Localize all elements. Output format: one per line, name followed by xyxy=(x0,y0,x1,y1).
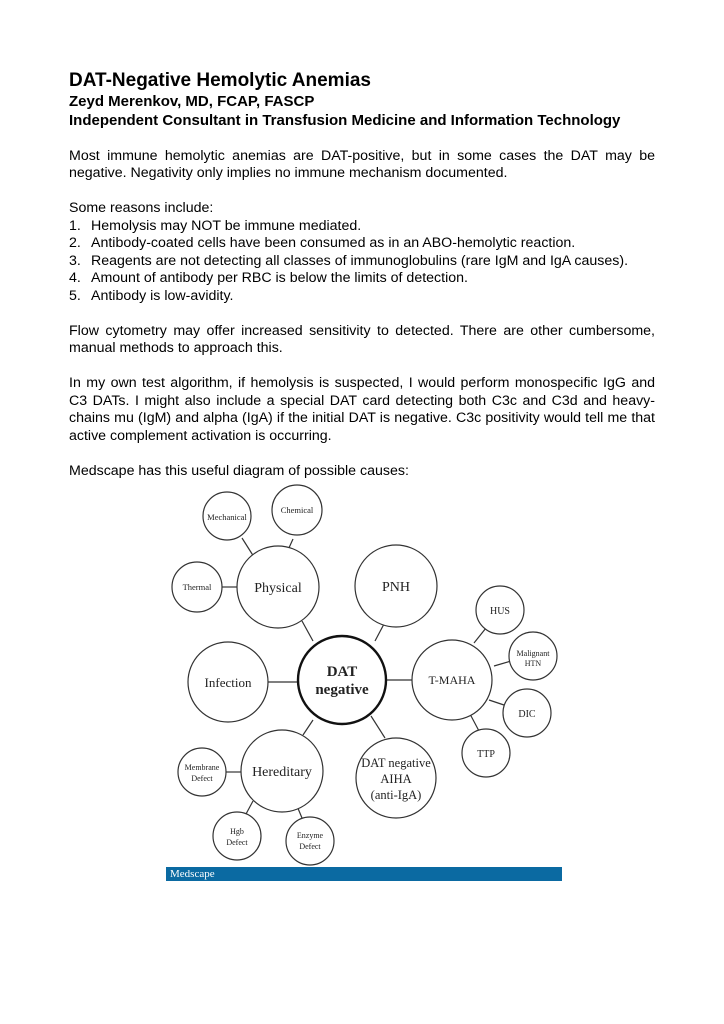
malignant-label-line2: HTN xyxy=(524,659,542,668)
infection-label: Infection xyxy=(204,675,252,690)
line-mechanical xyxy=(242,538,254,557)
mechanical-label: Mechanical xyxy=(207,512,247,522)
enzyme-label-line2: Defect xyxy=(299,842,321,851)
pnh-label: PNH xyxy=(381,580,411,595)
tmaha-label: T-MAHA xyxy=(428,673,476,687)
chemical-label: Chemical xyxy=(280,505,314,515)
hgb-label-line2: Defect xyxy=(226,838,248,847)
center-label-line1: DAT xyxy=(326,664,358,680)
medscape-source-bar xyxy=(166,867,562,881)
dic-label: DIC xyxy=(518,709,536,720)
affiliation-line: Independent Consultant in Transfusion Medicine and Information Technology xyxy=(69,112,621,129)
membrane-label-line2: Defect xyxy=(191,774,213,783)
thermal-label: Thermal xyxy=(182,582,212,592)
document-title: DAT-Negative Hemolytic Anemias xyxy=(69,70,371,91)
enzyme-label-line1: Enzyme xyxy=(296,831,324,840)
flow-cytometry-paragraph: Flow cytometry may offer increased sensitivity to detected. There are other cumbersome, manual methods to approach this. xyxy=(69,322,655,356)
aiha-label-line1: DAT negative xyxy=(361,756,431,770)
hereditary-label: Hereditary xyxy=(252,765,312,780)
line-hereditary xyxy=(303,720,313,735)
reasons-heading: Some reasons include: xyxy=(69,200,214,216)
aiha-label-line2: AIHA xyxy=(380,772,412,786)
center-label-line2: negative xyxy=(315,682,369,698)
list-item: 3. Reagents are not detecting all classes of immunoglobulins (rare IgM and IgA causes). xyxy=(69,252,629,269)
list-item: 1. Hemolysis may NOT be immune mediated. xyxy=(69,217,362,234)
node-membrane xyxy=(178,748,226,796)
ttp-label: TTP xyxy=(477,749,495,760)
medscape-source-label: Medscape xyxy=(170,868,215,880)
line-hus xyxy=(474,628,486,643)
list-item: 4. Amount of antibody per RBC is below the limits of detection. xyxy=(69,270,468,286)
line-pnh xyxy=(375,624,384,641)
line-aiha xyxy=(371,716,385,738)
physical-label: Physical xyxy=(254,581,302,596)
algorithm-paragraph: In my own test algorithm, if hemolysis is suspected, I would perform monospecific IgG and C3 DATs. I might also include a special DAT card detecting both C3c and C3d and heavy-chains mu (IgM) and alpha (IgA) if the initial DAT is negative. C3c positivity would tell me that active complement activation is occurring. xyxy=(69,375,655,444)
list-item: 5. Antibody is low-avidity. xyxy=(69,287,234,304)
membrane-label-line1: Membrane xyxy=(184,763,220,772)
list-item: 2. Antibody-coated cells have been consumed as in an ABO-hemolytic reaction. xyxy=(69,235,576,251)
line-hgb xyxy=(246,801,253,814)
aiha-label-line3: (anti-IgA) xyxy=(370,788,422,802)
diagram-intro: Medscape has this useful diagram of possible causes: xyxy=(69,462,409,479)
node-center xyxy=(298,636,386,724)
line-ttp xyxy=(470,714,479,731)
intro-paragraph: Most immune hemolytic anemias are DAT-positive, but in some cases the DAT may be negative. Negativity only implies no immune mechanism documented. xyxy=(69,147,655,181)
line-physical xyxy=(302,621,313,641)
author-line: Zeyd Merenkov, MD, FCAP, FASCP xyxy=(69,93,315,110)
node-enzyme xyxy=(286,817,334,865)
hus-label: HUS xyxy=(489,606,511,617)
line-malignant xyxy=(494,661,511,666)
malignant-label-line1: Malignant xyxy=(516,649,550,658)
hgb-label-line1: Hgb xyxy=(230,827,244,836)
node-hgb xyxy=(213,812,261,860)
